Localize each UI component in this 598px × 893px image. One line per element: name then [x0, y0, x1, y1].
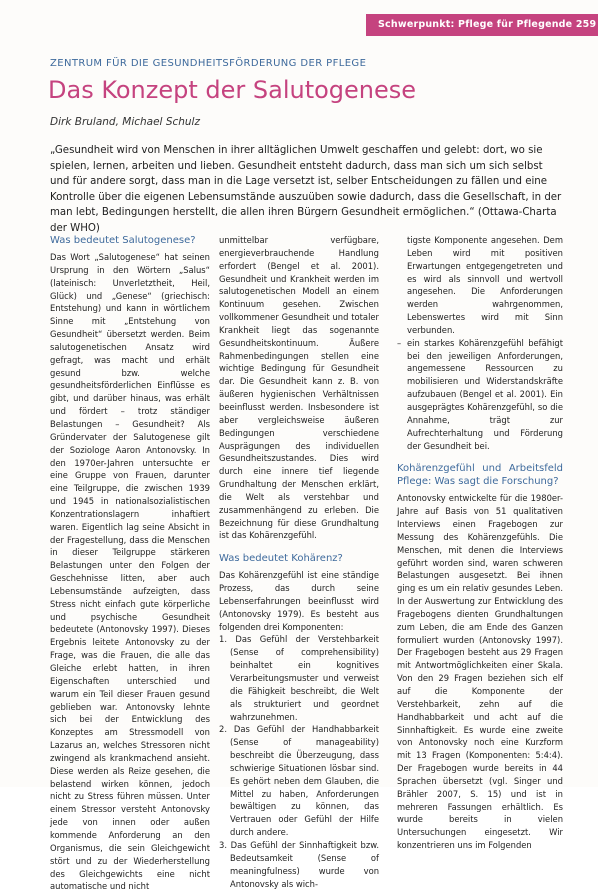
article-authors: Dirk Bruland, Michael Schulz — [50, 116, 200, 128]
list-item: – ein starkes Kohärenzgefühl befähigt bei den jeweiligen Anforderungen, angemessene Ressourcen zu mobilisieren und Widerstandskräfte aufzubauen (Bengel et al. 2001). Ein ausgeprägtes Kohärenzgefühl, so die Annahme, trägt zur Aufrechterhaltung und Förderung der Gesundheit bei. — [397, 337, 563, 453]
article-kicker: ZENTRUM FÜR DIE GESUNDHEITSFÖRDERUNG DER PFLEGE — [50, 58, 367, 69]
paragraph: Das Kohärenzgefühl ist eine ständige Prozess, das durch seine Lebenserfahrungen beeinflusst wird (Antonovsky 1979). Es besteht aus folgenden drei Komponenten: — [219, 570, 379, 632]
section-heading-kohaerenz: Was bedeutet Kohärenz? — [219, 553, 343, 565]
section-header-band — [366, 14, 598, 36]
bullet-list — [397, 337, 563, 453]
numbered-list — [219, 633, 379, 890]
article-title: Das Konzept der Salutogenese — [48, 76, 417, 104]
section-heading-forschung: Kohärenzgefühl und Arbeitsfeld Pflege: Was sagt die Forschung? — [397, 463, 563, 488]
column-3 — [397, 234, 563, 852]
paragraph: tigste Komponente angesehen. Dem Leben wird mit positiven Erwartungen entgegengetreten und es wird als sinnvoll und wertvoll angesehen. Die Anforderungen werden wahrgenommen, Lebenswertes wird mit Sinn verbunden. — [407, 235, 563, 335]
section-header-text: Schwerpunkt: Pflege für Pflegende 259 — [378, 19, 597, 30]
paragraph: Antonovsky entwickelte für die 1980er-Jahre auf Basis von 51 qualitativen Interviews einen Fragebogen zur Messung des Kohärenzgefühls. Die Menschen, mit denen die Interviews geführt worden sind, waren schweren Belastungen ausgesetzt. Bei ihnen ging es um ein relativ gesundes Leben. In der Auswertung zur Entwicklung des Fragebogens dienten Grundhaltungen zum Leben, die am Ende des Ganzen formuliert wurden (Antonovsky 1997). Der Fragebogen besteht aus 29 Fragen mit Antwortmöglichkeiten einer Skala. Von den 29 Fragen beziehen sich elf auf die Komponente der Verstehbarkeit, zehn auf die Handhabbarkeit und acht auf die Sinnhaftigkeit. Es wurde eine zweite von Antonovsky noch eine Kurzform mit 13 Fragen (Komponenten: 5:4:4). Der Fragebogen wurde bereits in 44 Sprachen übersetzt (vgl. Singer und Brähler 2007, S. 15) und ist in mehreren Fassungen erhältlich. Es wurde bereits in vielen Untersuchungen eingesetzt. Wir konzentrieren uns im Folgenden — [397, 493, 563, 851]
paragraph: Das Wort „Salutogenese“ hat seinen Ursprung in den Wörtern „Salus“ (lateinisch: Unverletztheit, Heil, Glück) und „Genese“ (griechisch: Entstehung) und kann in wörtlichem Sinne mit „Entstehung von Gesundheit“ übersetzt werden. Beim salutogenetischen Ansatz wird gefragt, was macht und erhält gesund bzw. welche gesundheitsförderlichen Einflüsse es gibt, und darüber hinaus, was erhält und fördert – trotz ständiger Belastungen – Gesundheit? Als Gründervater der Salutogenese gilt der Soziologe Aaron Antonovsky. In den 1970er-Jahren untersuchte er eine Gruppe von Frauen, darunter eine Teilgruppe, die zwischen 1939 und 1945 in nationalsozialistischen Konzentrationslagern inhaftiert waren. Eigentlich lag seine Absicht in der Fragestellung, dass die Menschen in dieser Teilgruppe stärkeren Belastungen unter den Folgen der Geschehnisse litten, aber auch Lebensumstände aufzeigten, dass Stress nicht einfach gute körperliche und psychische Gesundheit bedeutete (Antonovsky 1997). Dieses Ergebnis leitete Antonovsky zu der Frage, was die Frauen, die alle das Gleiche erlebt hatten, in ihren Eigenschaften unterschied und warum ein Teil dieser Frauen gesund geblieben war. Antonovsky lehnte sich bei der Entwicklung des Konzeptes am Stressmodell von Lazarus an, welches Stressoren nicht zwingend als krankmachend ansieht. Diese werden als Reize gesehen, die belastend wirken können, jedoch nicht zu Stress führen müssen. Unter einem Stressor versteht Antonovsky jede von innen oder außen kommende Anforderung an den Organismus, die sein Gleichgewicht stört und zu der Wiederherstellung des Gleichgewichts eine nicht automatische und nicht — [50, 252, 210, 892]
paragraph: unmittelbar verfügbare, energieverbrauchende Handlung erfordert (Bengel et al. 2001). Gesundheit und Krankheit werden im salutogenetischen Modell an einem Kontinuum gesehen. Zwischen vollkommener Gesundheit und totaler Krankheit liegt das sogenannte Gesundheitskontinuum. Äußere Rahmenbedingungen stellen eine wichtige Bedingung für Gesundheit dar. Die Gesundheit kann z. B. von äußeren hygienischen Verhältnissen beeinflusst werden. Insbesondere ist aber vergleichsweise äußeren Bedingungen verschiedene Ausprägungen des individuellen Gesundheitszustandes. Dies wird durch eine innere tief liegende Grundhaltung der Menschen erklärt, die Welt als verstehbar und zusammenhängend zu erleben. Die Bezeichnung für diese Grundhaltung ist das Kohärenzgefühl. — [219, 235, 379, 541]
intro-quote: „Gesundheit wird von Menschen in ihrer alltäglichen Umwelt geschaffen und gelebt: dort, wo sie spielen, lernen, arbeiten und lieben. Gesundheit entsteht dadurch, dass man sich um sich selbst und für andere sorgt, dass man in die Lage versetzt ist, selber Entscheidungen zu fällen und eine Kontrolle über die eigenen Lebensumstände auszuüben sowie dadurch, dass die Gesellschaft, in der man lebt, Bedingungen herstellt, die allen ihren Bürgern Gesundheit ermöglichen.“ (Ottawa-Charta der WHO) — [50, 145, 562, 234]
column-1 — [50, 234, 210, 893]
column-2 — [219, 234, 379, 890]
list-item: 2. Das Gefühl der Handhabbarkeit (Sense of manageability) beschreibt die Überzeugung, dass schwierige Situationen lösbar sind. Es gehört neben dem Glauben, die Mittel zu haben, Anforderungen bewältigen zu können, das Vertrauen oder Gefühl der Hilfe durch andere. — [219, 724, 379, 838]
list-item: 1. Das Gefühl der Verstehbarkeit (Sense of comprehensibility) beinhaltet ein kognitives Verarbeitungsmuster und verweist die Fähigkeit beschreibt, die Welt als strukturiert und geordnet wahrzunehmen. — [219, 634, 379, 722]
list-item: 3. Das Gefühl der Sinnhaftigkeit bzw. Bedeutsamkeit (Sense of meaningfulness) wurde von Antonovsky als wich- — [219, 839, 379, 889]
section-heading-salutogenese: Was bedeutet Salutogenese? — [50, 235, 196, 246]
